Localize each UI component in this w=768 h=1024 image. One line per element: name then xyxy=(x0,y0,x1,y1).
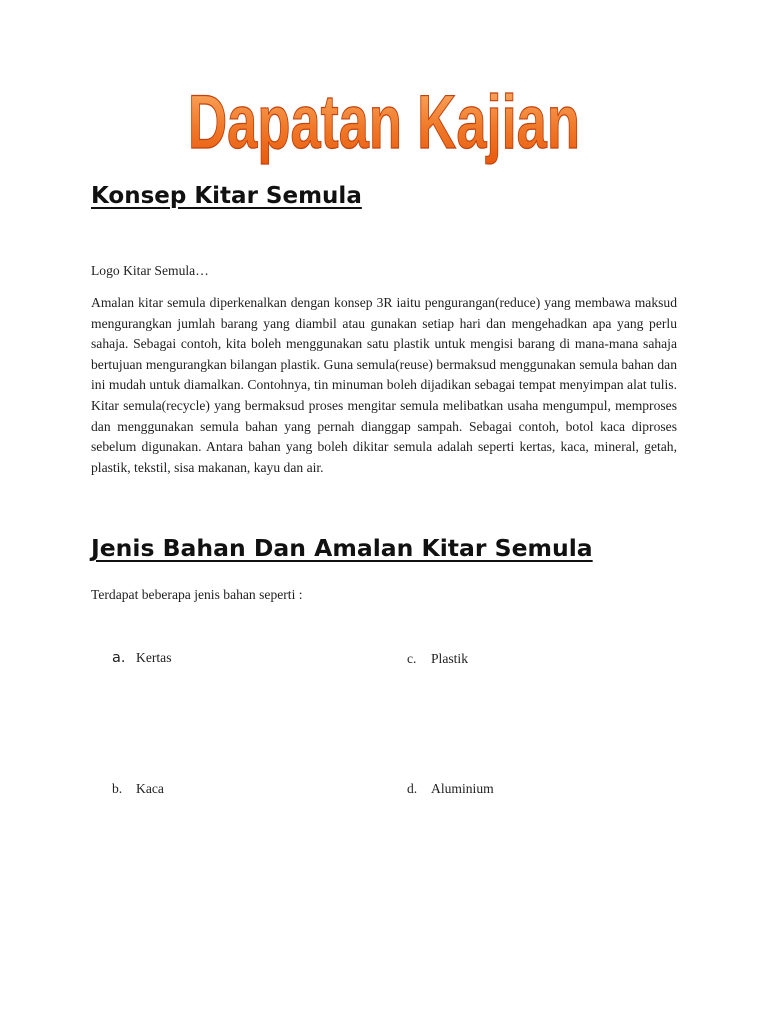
list-item-label: Kaca xyxy=(136,781,164,796)
list-marker: c. xyxy=(407,651,417,666)
title-text: Dapatan Kajian xyxy=(188,80,580,165)
document-title xyxy=(0,62,768,182)
list-item-label: Plastik xyxy=(431,651,469,666)
materials-intro: Terdapat beberapa jenis bahan seperti : xyxy=(91,587,303,602)
list-marker: d. xyxy=(407,781,418,796)
logo-caption: Logo Kitar Semula… xyxy=(91,263,209,278)
concept-paragraph: Amalan kitar semula diperkenalkan dengan konsep 3R iaitu pengurangan(reduce) yang membawa maksud mengurangkan jumlah barang yang diambil atau gunakan setiap hari dan mengehadkan apa yang perlu sahaja. Sebagai contoh, kita boleh menggunakan satu plastik untuk mengisi barang di mana-mana sahaja bertujuan mengurangkan bilangan plastik. Guna semula(reuse) bermaksud menggunakan semula bahan dan ini mudah untuk diamalkan. Contohnya, tin minuman boleh dijadikan sebagai tempat menyimpan alat tulis. Kitar semula(recycle) yang bermaksud proses mengitar semula melibatkan usaha mengumpul, memproses dan menggunakan semula bahan yang pernah dianggap sampah. Sebagai contoh, botol kaca diproses sebelum digunakan. Antara bahan yang boleh dikitar semula adalah seperti kertas, kaca, mineral, getah, plastik, tekstil, sisa makanan, kayu dan air. xyxy=(91,295,677,475)
list-item-label: Kertas xyxy=(136,650,172,665)
section-heading-jenis-bahan: Jenis Bahan Dan Amalan Kitar Semula xyxy=(91,534,593,562)
list-item-plastik xyxy=(407,651,468,667)
list-item-kertas xyxy=(112,650,171,666)
list-item-aluminium xyxy=(407,781,494,797)
list-item-kaca xyxy=(112,781,164,797)
section-heading-konsep: Konsep Kitar Semula xyxy=(91,183,362,209)
list-item-label: Aluminium xyxy=(431,781,494,796)
list-marker: b. xyxy=(112,781,123,796)
list-marker: a. xyxy=(112,650,126,666)
